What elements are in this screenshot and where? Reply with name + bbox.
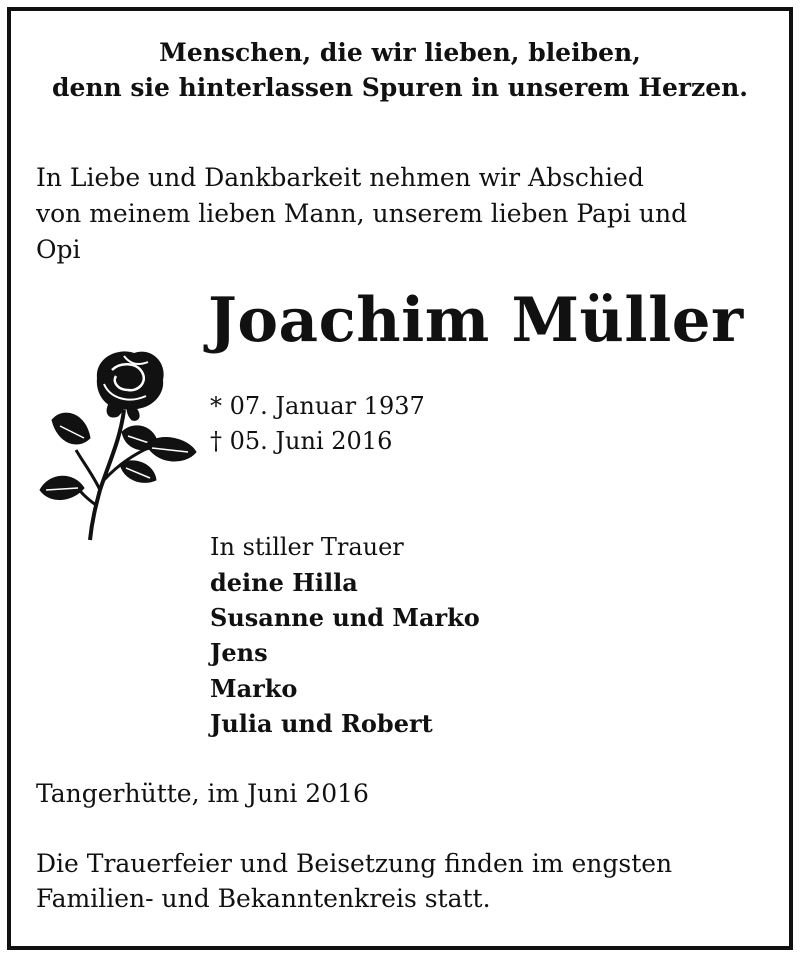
ceremony-line-1: Die Trauerfeier und Beisetzung finden im engsten <box>36 849 673 878</box>
motto-line-1: Menschen, die wir lieben, bleiben, <box>159 38 641 67</box>
intro-line-2: von meinem lieben Mann, unserem lieben Papi und <box>36 199 688 228</box>
mourner-name: Jens <box>210 638 268 667</box>
intro-line-1: In Liebe und Dankbarkeit nehmen wir Abschied <box>36 163 644 192</box>
motto-line-2: denn sie hinterlassen Spuren in unserem Herzen. <box>51 73 749 102</box>
deceased-name: Joachim Müller <box>208 285 744 356</box>
rose-icon <box>38 340 198 545</box>
mourner-name: deine Hilla <box>210 568 358 597</box>
ceremony-line-2: Familien- und Bekanntenkreis statt. <box>36 884 491 913</box>
mourner-name: Susanne und Marko <box>210 603 480 632</box>
death-date: † 05. Juni 2016 <box>210 427 393 455</box>
place-date: Tangerhütte, im Juni 2016 <box>36 779 369 808</box>
mourner-name: Marko <box>210 674 298 703</box>
mourner-name: Julia und Robert <box>210 709 433 738</box>
intro-line-3: Opi <box>36 235 81 264</box>
birth-date: * 07. Januar 1937 <box>210 392 425 420</box>
mourning-heading: In stiller Trauer <box>210 533 404 561</box>
